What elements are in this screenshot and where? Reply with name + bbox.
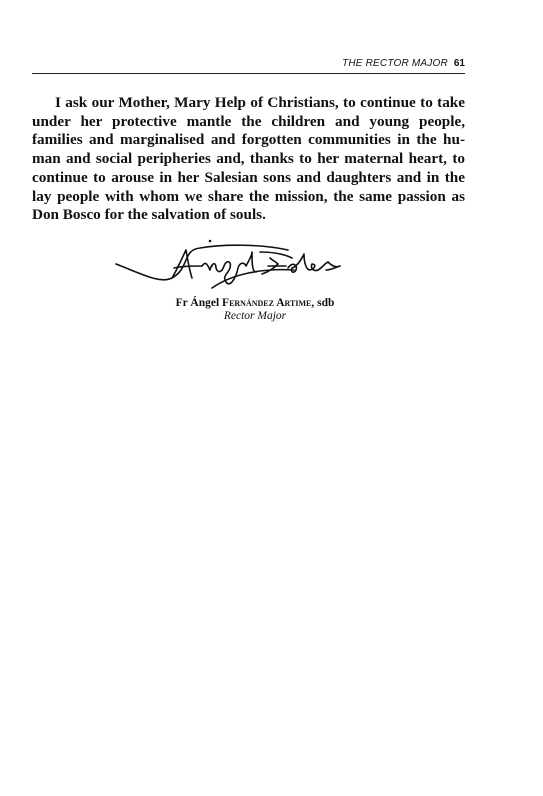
signatory-name-suffix: , sdb	[311, 297, 335, 309]
signature-block	[140, 297, 370, 323]
handwritten-signature	[112, 232, 352, 300]
running-header-title: THE RECTOR MAJOR	[342, 58, 448, 69]
running-header	[32, 58, 465, 74]
signatory-name-prefix: Fr Ángel	[175, 297, 223, 309]
signatory-name	[140, 297, 370, 310]
page-number: 61	[453, 58, 465, 69]
body-paragraph: I ask our Mother, Mary Help of Christians, to continue to take under her protective mantle the children and young people, families and marginalised and forgotten communities in the human and social peripheries and, thanks to her maternal heart, to continue to arouse in her Salesian sons and daughters and in the lay people with whom we share the mission, the same passion as Don Bosco for the salvation of souls.	[32, 94, 465, 224]
signatory-title: Rector Major	[223, 310, 287, 322]
signatory-surname: Fernández Artime	[222, 297, 312, 309]
